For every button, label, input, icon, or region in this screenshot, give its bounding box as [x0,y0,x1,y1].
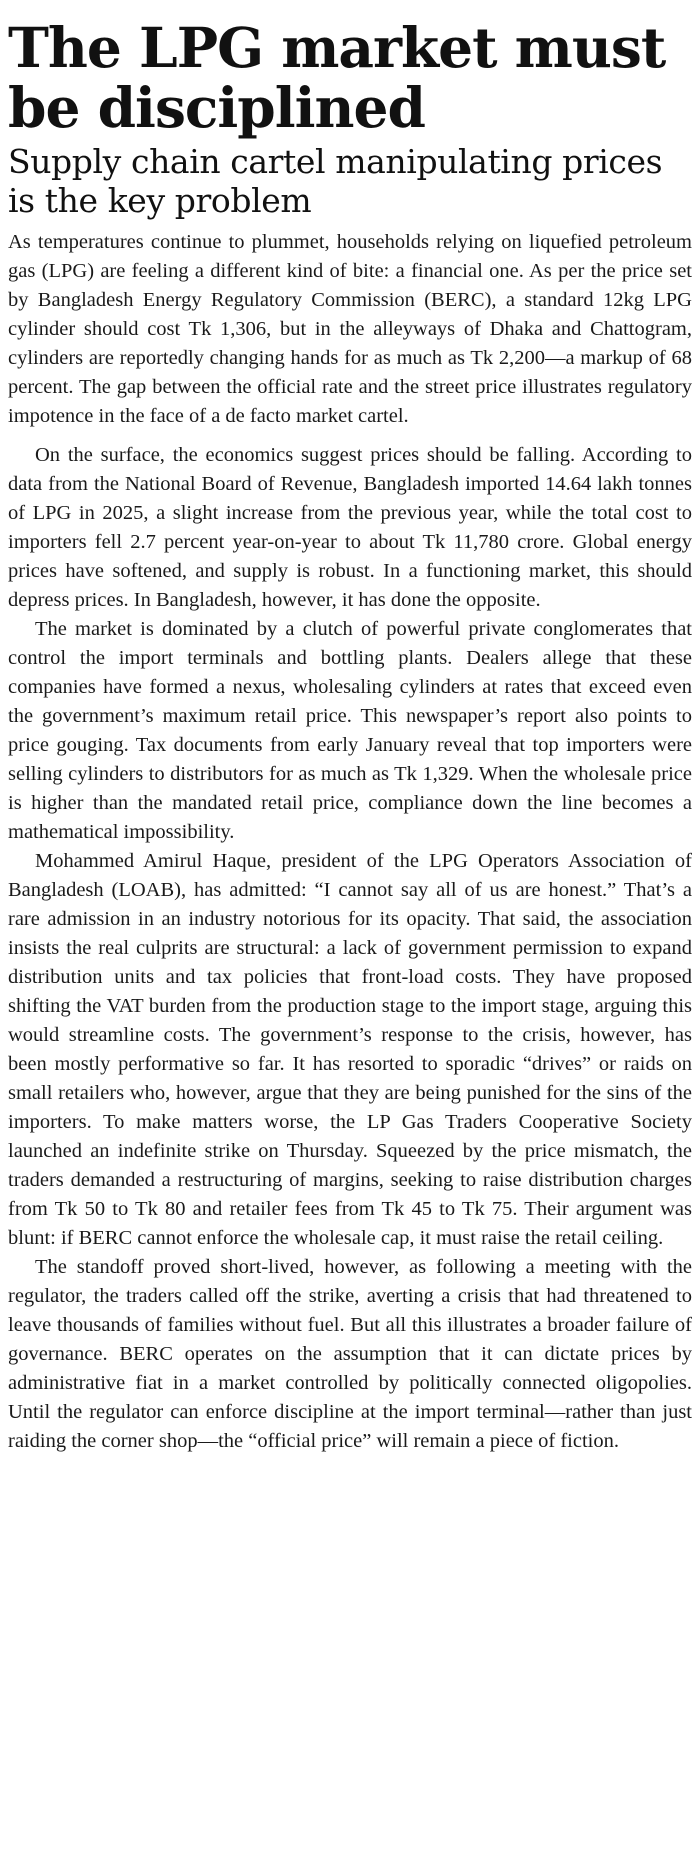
paragraph-4: Mohammed Amirul Haque, president of the LPG Operators Association of Bangladesh (LOAB), has admitted: “I cannot say all of us are honest.” That’s a rare admission in an industry notorious for its opacity. That said, the association insists the real culprits are structural: a lack of government permission to expand distribution units and tax policies that front-load costs. They have proposed shifting the VAT burden from the production stage to the import stage, arguing this would streamline costs. The government’s response to the crisis, however, has been mostly performative so far. It has resorted to sporadic “drives” or raids on small retailers who, however, argue that they are being punished for the sins of the importers. To make matters worse, the LP Gas Traders Cooperative Society launched an indefinite strike on Thursday. Squeezed by the price mismatch, the traders demanded a restructuring of margins, seeking to raise distribution charges from Tk 50 to Tk 80 and retailer fees from Tk 45 to Tk 75. Their argument was blunt: if BERC cannot enforce the wholesale cap, it must raise the retail ceiling. [8,850,692,1249]
headline: The LPG market must be disciplined [8,15,666,140]
editorial-article [8,15,692,1456]
subheadline: Supply chain cartel manipulating prices is the key problem [8,142,663,220]
paragraph-3: The market is dominated by a clutch of powerful private conglomerates that control the import terminals and bottling plants. Dealers allege that these companies have formed a nexus, wholesaling cylinders at rates that exceed even the government’s maximum retail price. This newspaper’s report also points to price gouging. Tax documents from early January reveal that top importers were selling cylinders to distributors for as much as Tk 1,329. When the wholesale price is higher than the mandated retail price, compliance down the line becomes a mathematical impossibility. [8,618,692,843]
paragraph-5: The standoff proved short-lived, however, as following a meeting with the regulator, the traders called off the strike, averting a crisis that had threatened to leave thousands of families without fuel. But all this illustrates a broader failure of governance. BERC operates on the assumption that it can dictate prices by administrative fiat in a market controlled by politically connected oligopolies. Until the regulator can enforce discipline at the import terminal—rather than just raiding the corner shop—the “official price” will remain a piece of fiction. [8,1256,692,1452]
paragraph-1: As temperatures continue to plummet, households relying on liquefied petroleum gas (LPG) are feeling a different kind of bite: a financial one. As per the price set by Bangladesh Energy Regulatory Commission (BERC), a standard 12kg LPG cylinder should cost Tk 1,306, but in the alleyways of Dhaka and Chattogram, cylinders are reportedly changing hands for as much as Tk 2,200—a markup of 68 percent. The gap between the official rate and the street price illustrates regulatory impotence in the face of a de facto market cartel. [8,231,692,427]
paragraph-2: On the surface, the economics suggest prices should be falling. According to data from the National Board of Revenue, Bangladesh imported 14.64 lakh tonnes of LPG in 2025, a slight increase from the previous year, while the total cost to importers fell 2.7 percent year-on-year to about Tk 11,780 crore. Global energy prices have softened, and supply is robust. In a functioning market, this should depress prices. In Bangladesh, however, it has done the opposite. [8,444,692,611]
